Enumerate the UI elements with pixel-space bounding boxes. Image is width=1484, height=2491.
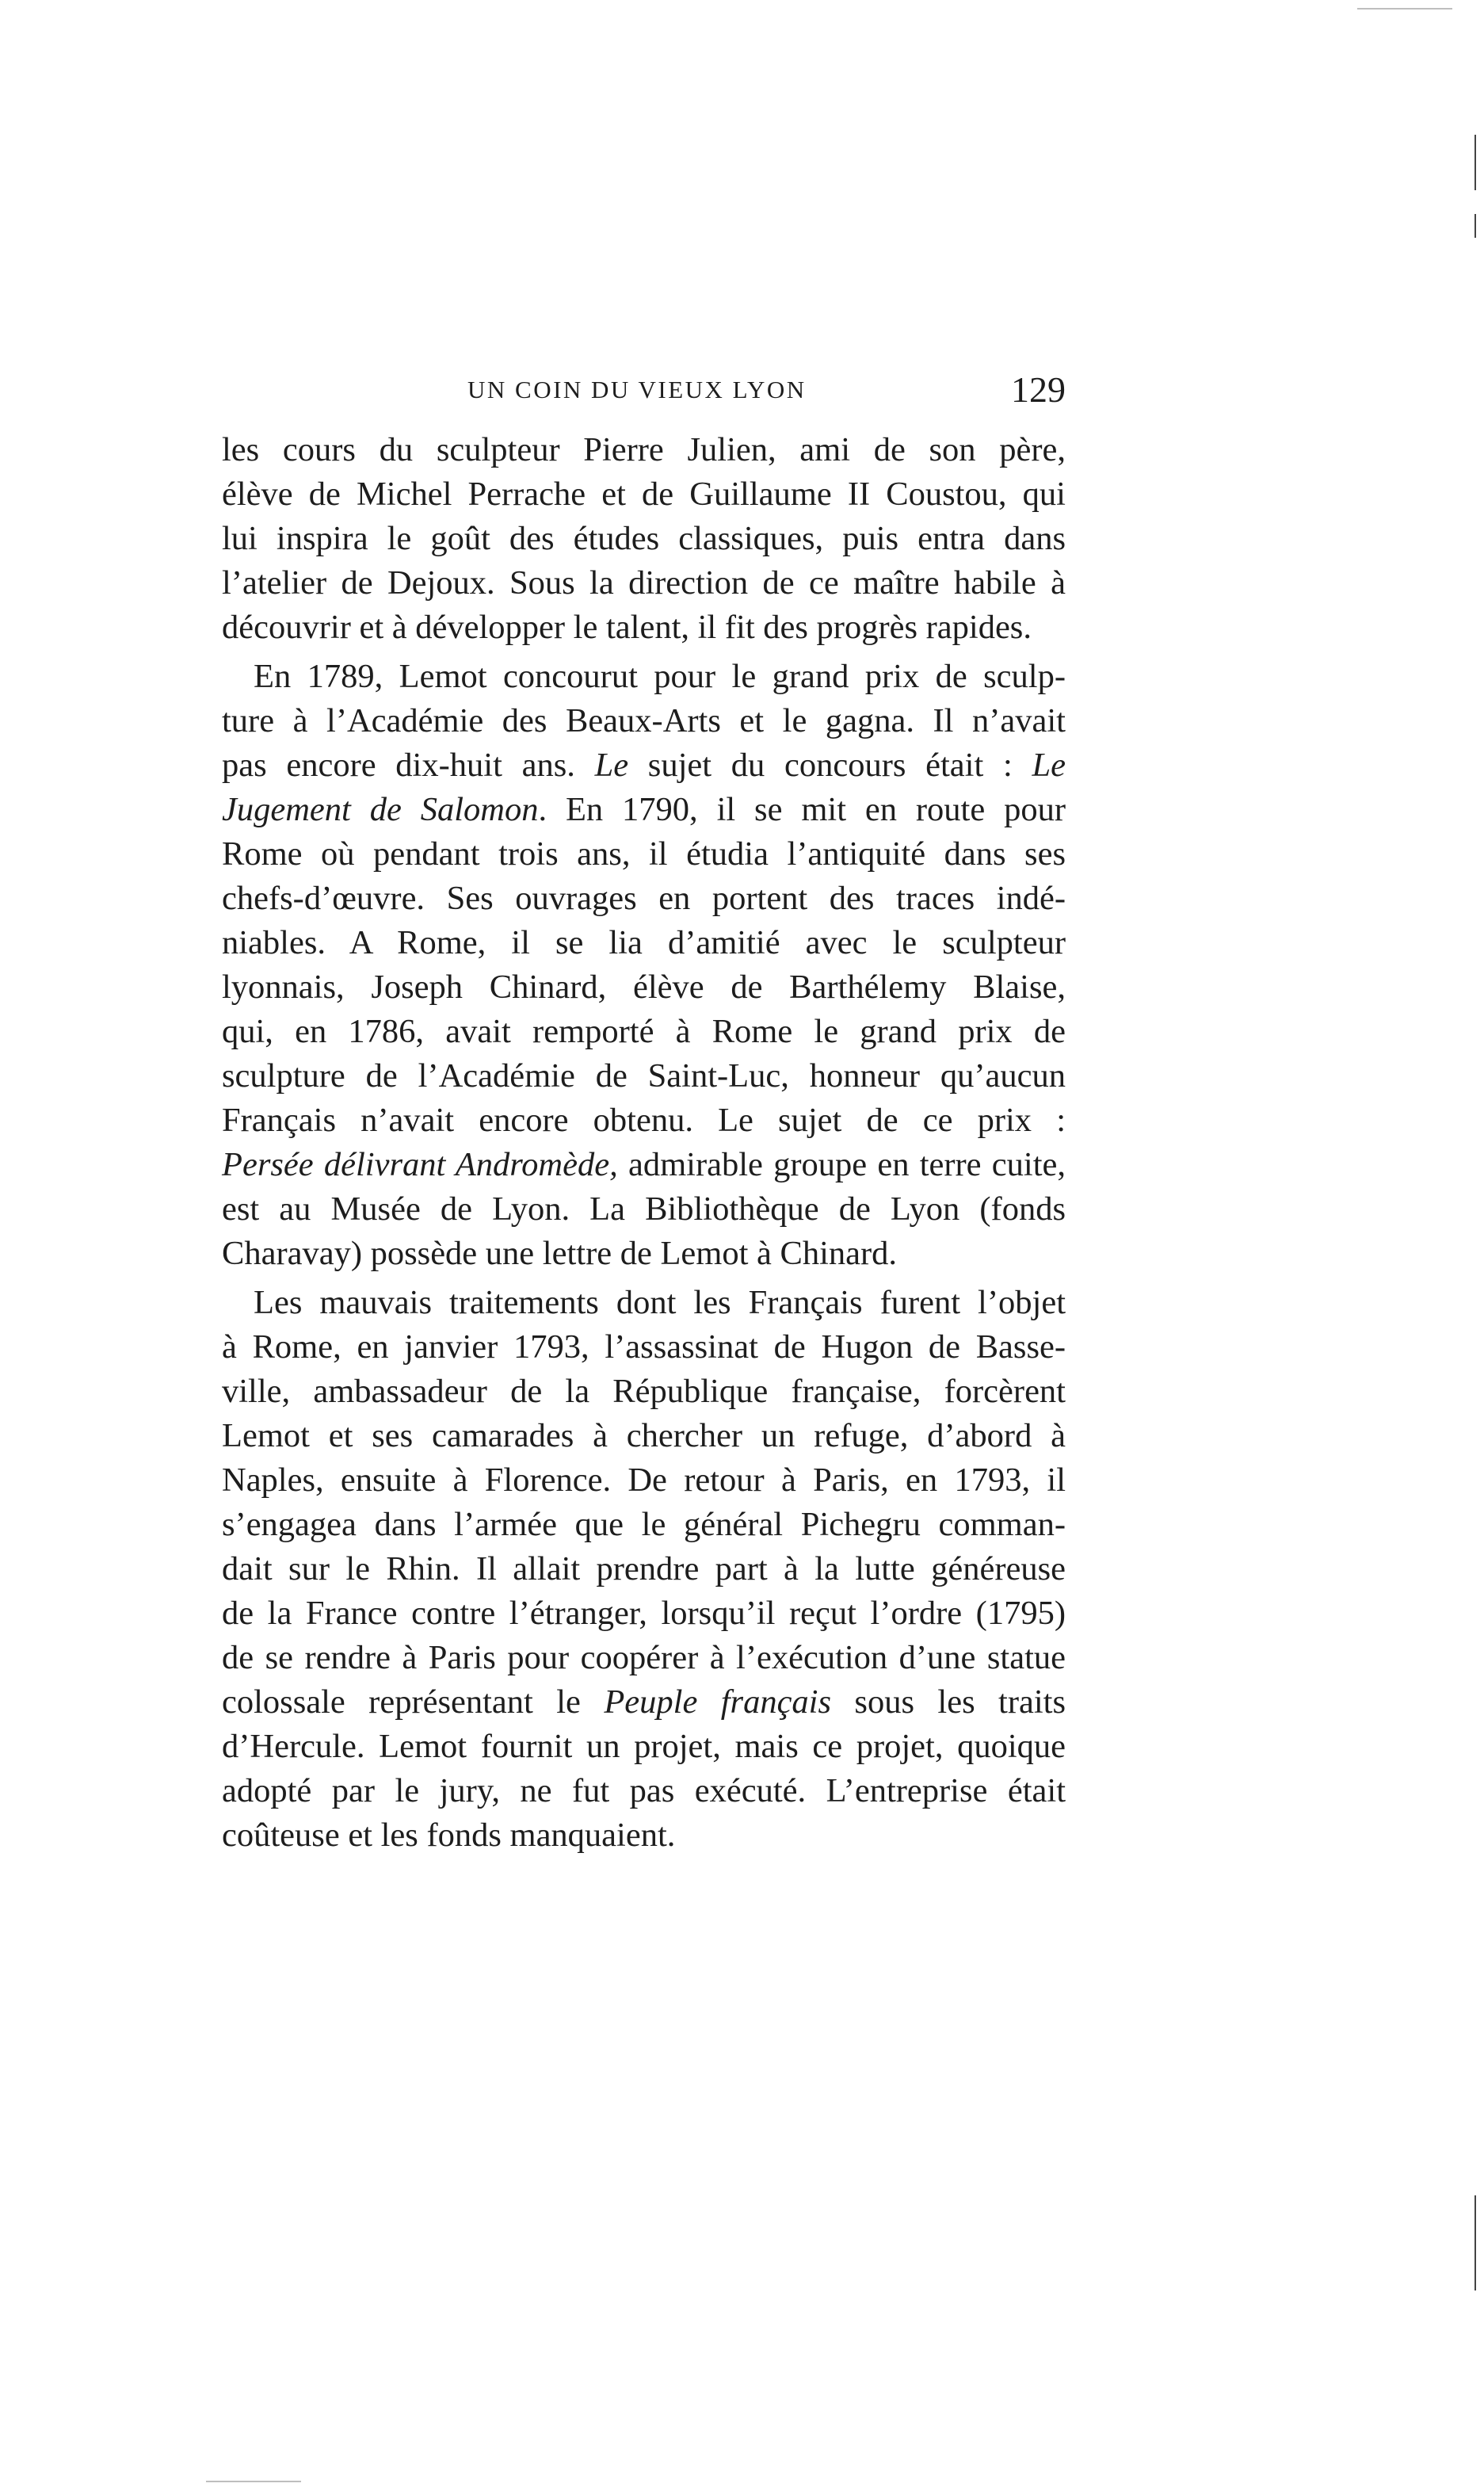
- italic-title: Peuple français: [604, 1683, 832, 1721]
- text-line: à Rome, en janvier 1793, l’assassinat de Hugon de Basse-: [222, 1328, 1066, 1366]
- scan-edge-mark: [206, 2481, 301, 2482]
- text-line: élève de Michel Perrache et de Guillaume II Coustou, qui: [222, 476, 1066, 513]
- text-line: Persée délivrant Andromède, admirable groupe en terre cuite,: [222, 1146, 1066, 1183]
- italic-title: Le: [1032, 747, 1066, 784]
- text-line: Naples, ensuite à Florence. De retour à Paris, en 1793, il: [222, 1461, 1066, 1499]
- italic-title: Le: [594, 747, 629, 784]
- text-line: adopté par le jury, ne fut pas exécuté. L’entreprise était: [222, 1772, 1066, 1809]
- text-line: chefs-d’œuvre. Ses ouvrages en portent des traces indé-: [222, 880, 1066, 917]
- text-line: lui inspira le goût des études classiques, puis entra dans: [222, 520, 1066, 557]
- text-line: coûteuse et les fonds manquaient.: [222, 1817, 676, 1854]
- text-line: découvrir et à développer le talent, il fit des progrès rapides.: [222, 609, 1032, 646]
- text-line: colossale représentant le Peuple français sous les traits: [222, 1683, 1066, 1721]
- text-line: Lemot et ses camarades à chercher un refuge, d’abord à: [222, 1417, 1066, 1454]
- text-line: Rome où pendant trois ans, il étudia l’antiquité dans ses: [222, 835, 1066, 873]
- page-header: [222, 366, 1066, 422]
- text-line: Français n’avait encore obtenu. Le sujet de ce prix :: [222, 1102, 1066, 1139]
- text-line: de se rendre à Paris pour coopérer à l’exécution d’une statue: [222, 1639, 1066, 1676]
- italic-title: Jugement de Salomon: [222, 791, 539, 828]
- page-number: 129: [1011, 369, 1066, 410]
- text-line: Charavay) possède une lettre de Lemot à Chinard.: [222, 1235, 898, 1272]
- text-line: qui, en 1786, avait remporté à Rome le grand prix de: [222, 1013, 1066, 1050]
- body-text: [222, 428, 1066, 1858]
- paragraph-2: [222, 655, 1066, 1276]
- text-line: lyonnais, Joseph Chinard, élève de Barthélemy Blaise,: [222, 969, 1066, 1006]
- scan-edge-mark: [1474, 135, 1476, 190]
- scan-edge-mark: [1357, 8, 1452, 10]
- text-line: dait sur le Rhin. Il allait prendre part à la lutte généreuse: [222, 1550, 1066, 1587]
- paragraph-1: [222, 428, 1066, 650]
- scan-edge-mark: [1474, 214, 1476, 238]
- text-line: l’atelier de Dejoux. Sous la direction de ce maître habile à: [222, 564, 1066, 602]
- text-line: pas encore dix-huit ans. Le sujet du concours était : Le: [222, 747, 1066, 784]
- text-line: de la France contre l’étranger, lorsqu’il reçut l’ordre (1795): [222, 1595, 1066, 1632]
- text-line: s’engagea dans l’armée que le général Pichegru comman-: [222, 1506, 1066, 1543]
- text-line: les cours du sculpteur Pierre Julien, ami de son père,: [222, 431, 1066, 468]
- text-line: est au Musée de Lyon. La Bibliothèque de Lyon (fonds: [222, 1190, 1066, 1228]
- text-line: Les mauvais traitements dont les Français furent l’objet: [254, 1284, 1066, 1321]
- text-line: d’Hercule. Lemot fournit un projet, mais ce projet, quoique: [222, 1728, 1066, 1765]
- italic-title: Persée délivrant Andromède,: [222, 1146, 618, 1183]
- text-line: En 1789, Lemot concourut pour le grand prix de sculp-: [254, 658, 1066, 695]
- text-line: Jugement de Salomon. En 1790, il se mit en route pour: [222, 791, 1066, 828]
- paragraph-3: [222, 1281, 1066, 1858]
- text-line: sculpture de l’Académie de Saint-Luc, honneur qu’aucun: [222, 1057, 1066, 1095]
- text-line: niables. A Rome, il se lia d’amitié avec le sculpteur: [222, 924, 1066, 961]
- running-head: UN COIN DU VIEUX LYON: [467, 376, 807, 403]
- text-line: ville, ambassadeur de la République française, forcèrent: [222, 1373, 1066, 1410]
- scan-edge-mark: [1474, 2195, 1476, 2290]
- text-line: ture à l’Académie des Beaux-Arts et le gagna. Il n’avait: [222, 702, 1066, 739]
